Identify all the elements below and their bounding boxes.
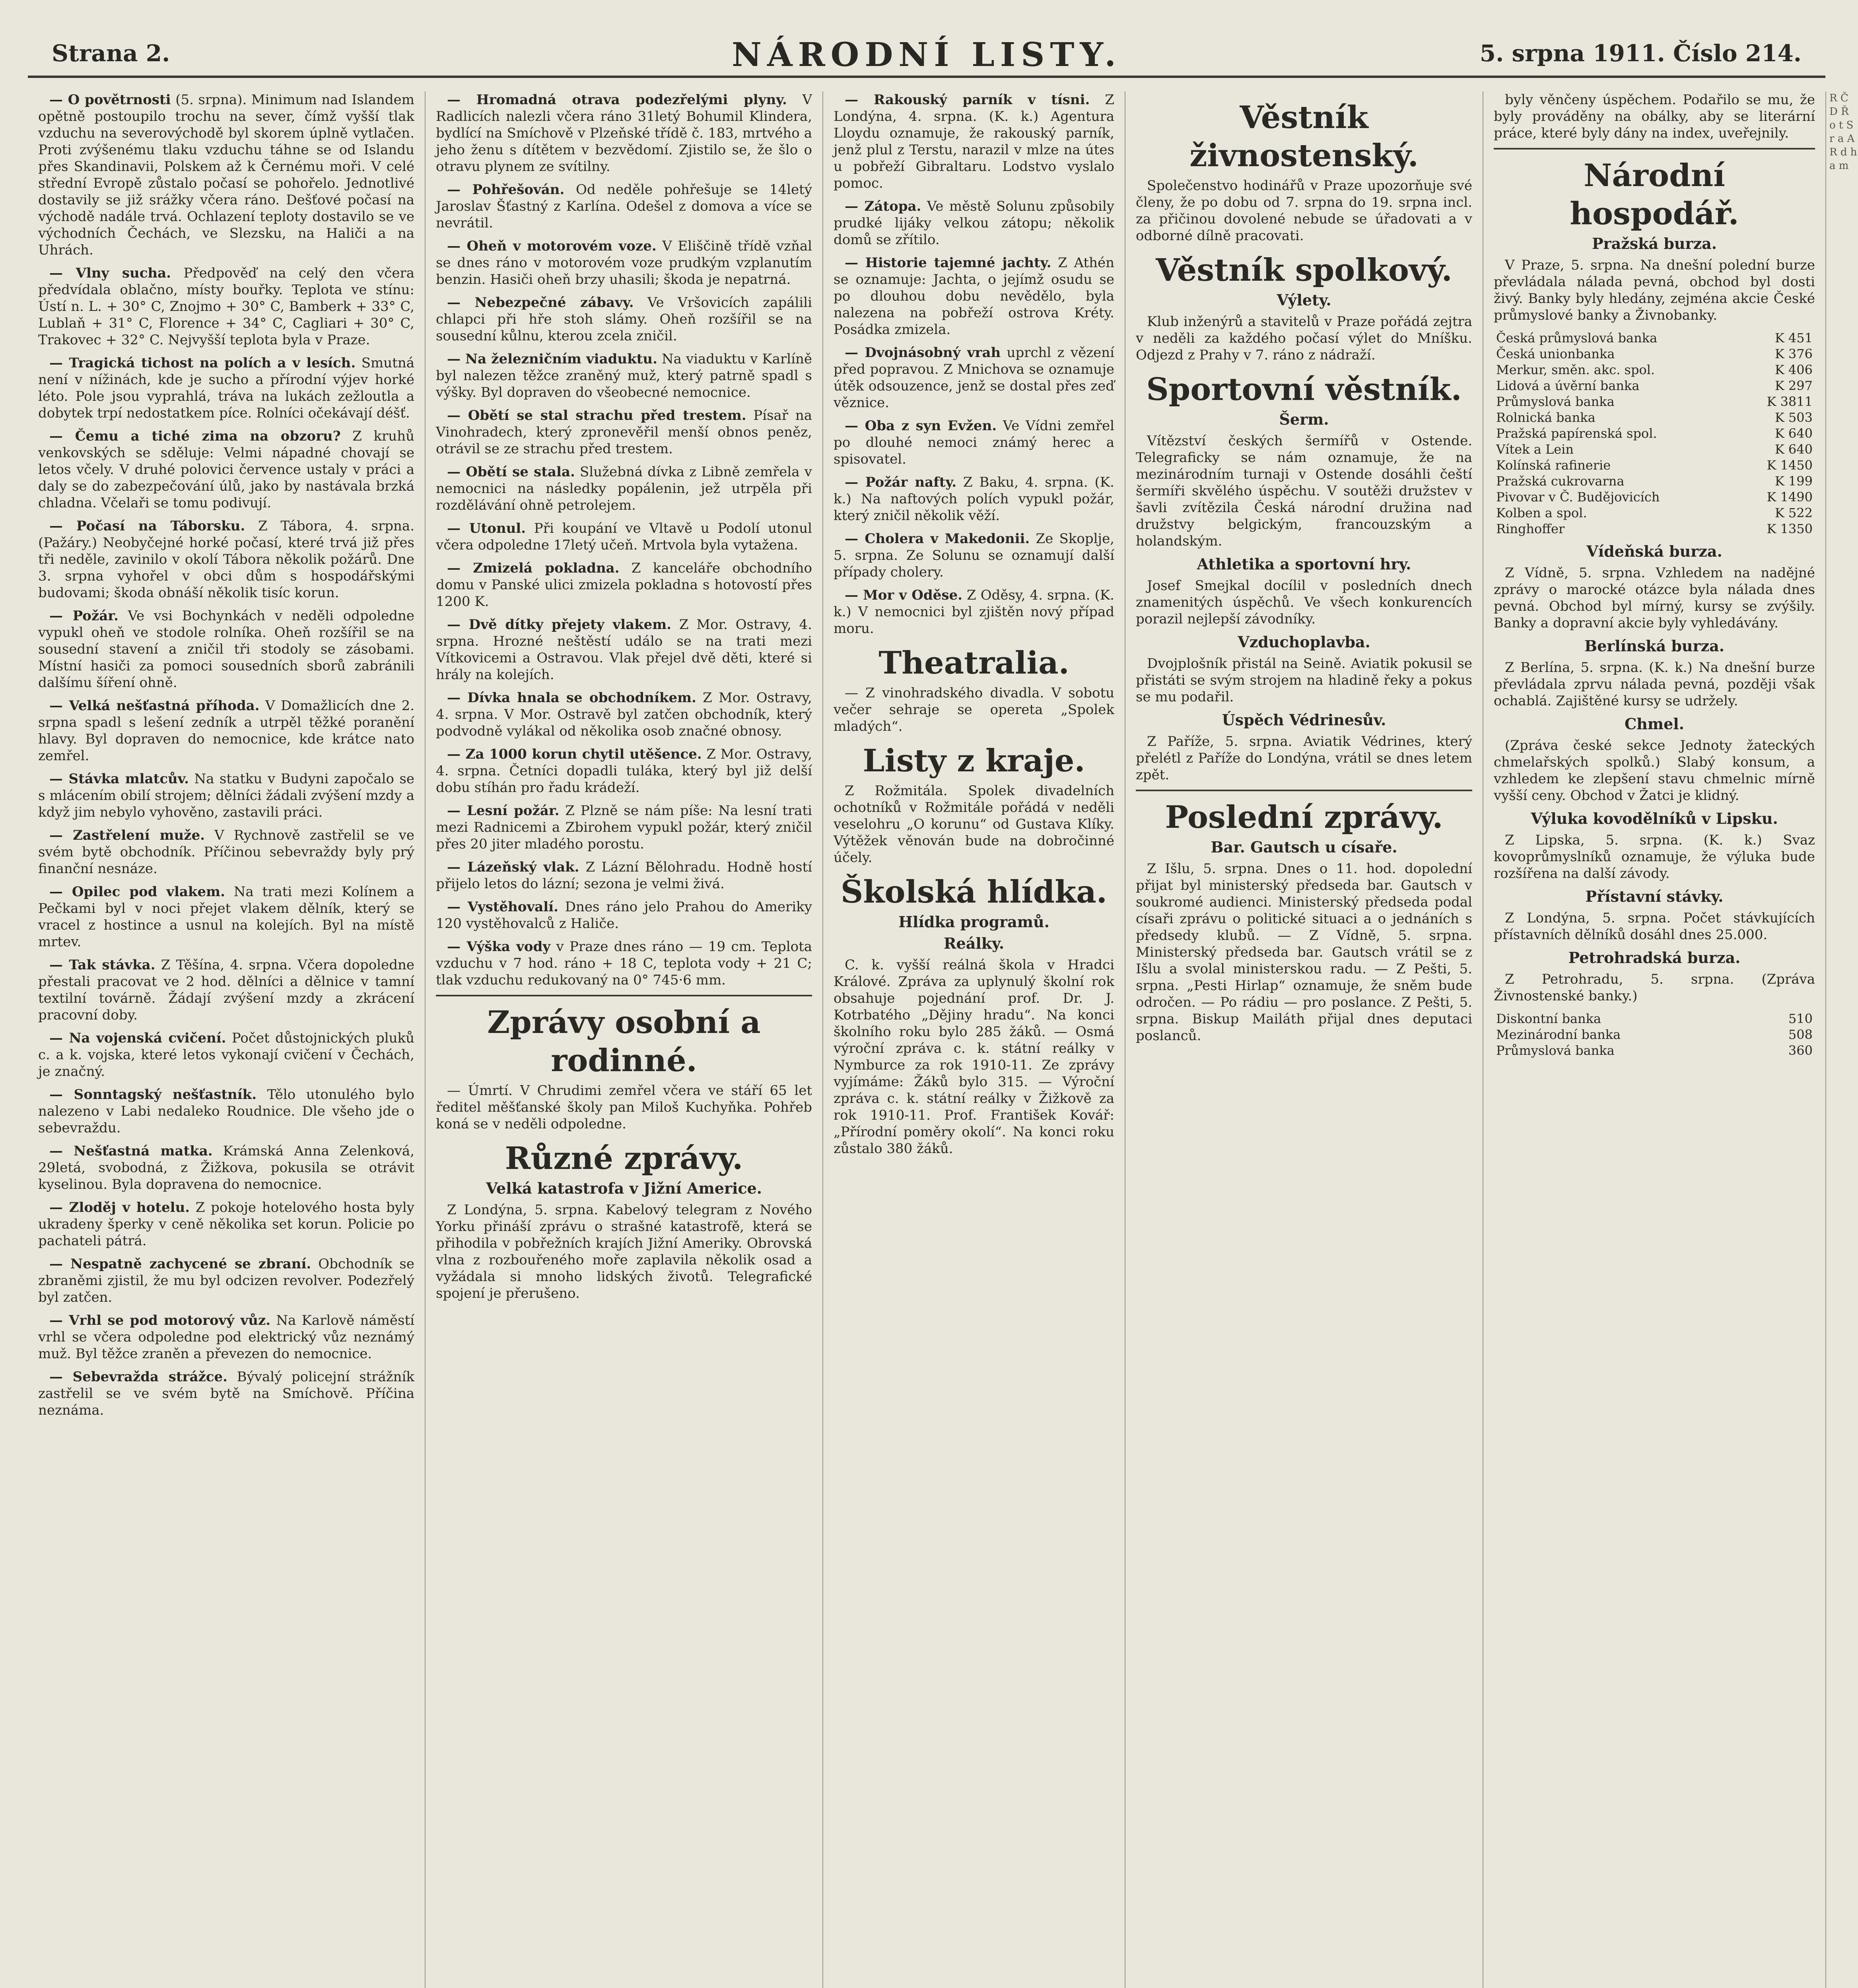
news-item bbox=[436, 238, 812, 288]
news-item bbox=[834, 254, 1114, 338]
news-item bbox=[834, 417, 1114, 468]
table-cell-name: Pivovar v Č. Budějovicích bbox=[1496, 489, 1660, 505]
table-cell-value: K 640 bbox=[1774, 442, 1813, 457]
news-item bbox=[38, 697, 414, 764]
table-cell-value: K 451 bbox=[1774, 330, 1813, 346]
article-text: C. k. vyšší reálná škola v Hradci Králové. Zpráva za uplynulý školní rok obsahuje pojednání prof. Dr. J. Kotrbatého „Dějiny hradu“. Na konci školního roku bylo 285 žáků. — Osmá výroční zpráva c. k. státní reálky v Nymburce za rok 1910-11. Ze zprávy vyjímáme: Žáků bylo 315. — Výroční zpráva c. k. státní reálky v Žižkově za rok 1910-11. Prof. František Kovář: „Přírodní poměry okolí“. Na konci roku zůstalo 380 žáků. bbox=[834, 957, 1114, 1157]
news-item-head: — Zmizelá pokladna. bbox=[447, 560, 620, 576]
article-text: Z Londýna, 5. srpna. Kabelový telegram z Nového Yorku přináší zprávu o strašné katastrofě, která se přihodila v pobřežních krajích Jižní Ameriky. Obrovská vlna z rozbouřeného moře zaplavila několik osad a vyžádala si mnoho lidských životů. Telegrafické spojení je přerušeno. bbox=[436, 1202, 812, 1301]
article-text: Dvojplošník přistál na Seině. Aviatik pokusil se přistáti se svým strojem na hladině řeky a pokus se mu podařil. bbox=[1136, 656, 1472, 705]
news-item-text: Předpověď na celý den včera předvídala oblačno, místy bouřky. Teplota ve stínu: Ústí n. L. + 30° C, Znojmo + 30° C, Bamberk + 33° C, Lublaň + 31° C, Florence + 34° C, Cagliari + 30° C, Trakovec + 32° C. Nejvyšší teplota byla v Praze. bbox=[38, 265, 414, 348]
section-rule bbox=[1494, 148, 1815, 149]
article-subhead: Pražská burza. bbox=[1592, 235, 1717, 252]
news-item-text: Písař na Vinohradech, který zpronevěřil menší obnos peněz, otrávil se ze strachu před trestem. bbox=[436, 408, 812, 457]
news-item bbox=[436, 520, 812, 553]
petrograd-table bbox=[1494, 1011, 1815, 1058]
news-item-head: — Utonul. bbox=[447, 520, 526, 536]
page-number: Strana 2. bbox=[52, 40, 170, 67]
section-title-sport: Sportovní věstník. bbox=[1146, 371, 1462, 408]
table-cell-name: Diskontní banka bbox=[1496, 1011, 1601, 1026]
news-item-text: Z Těšína, 4. srpna. Včera dopoledne přestali pracovat ve 2 hod. dělníci a dělnice v tamní textilní továrně. Žádají zvýšení mzdy a zkrácení pracovní doby. bbox=[38, 957, 414, 1023]
news-item-head: — Zátopa. bbox=[845, 198, 921, 214]
news-item-text: Na trati mezi Kolínem a Pečkami byl v noci přejet vlakem dělník, který se vracel z hostince a usnul na kolejích. Byl na místě mrtev. bbox=[38, 884, 414, 950]
article-text: V Praze, 5. srpna. Na dnešní polední burze převládala nálada pevná, obchod byl dosti živý. Banky byly hledány, zejména akcie České průmyslové banky a Živnobanky. bbox=[1494, 257, 1815, 323]
table-cell-value: K 1490 bbox=[1767, 489, 1813, 505]
table-cell-name: Průmyslová banka bbox=[1496, 1043, 1615, 1058]
news-item-head: — Vrhl se pod motorový vůz. bbox=[49, 1312, 271, 1328]
article-text: Z Rožmitála. Spolek divadelních ochotníků v Rožmitále pořádá v neděli veselohru „O korunu“ od Gustava Klíky. Výtěžek věnován bude na dobročinné účely. bbox=[834, 783, 1114, 866]
table-cell-name: Průmyslová banka bbox=[1496, 394, 1615, 409]
news-item bbox=[834, 587, 1114, 637]
stock-table bbox=[1494, 330, 1815, 537]
article-subhead: Velká katastrofa v Jižní Americe. bbox=[486, 1179, 762, 1197]
news-item-head: — Velká nešťastná příhoda. bbox=[49, 698, 260, 714]
table-cell-value: 360 bbox=[1788, 1043, 1813, 1058]
news-item bbox=[38, 827, 414, 877]
news-item-head: — Sonntagský nešťastník. bbox=[49, 1087, 257, 1103]
news-item-text: Na statku v Budyni započalo se s mlácením obilí strojem; dělníci žádali zvýšení mzdy a když jim nebylo vyhověno, zastavili práci. bbox=[38, 771, 415, 820]
table-cell-name: Lidová a úvěrní banka bbox=[1496, 378, 1640, 393]
news-item-head: — Nešťastná matka. bbox=[49, 1143, 213, 1159]
article-text: Z Išlu, 5. srpna. Dnes o 11. hod. dopolední přijat byl ministerský předseda bar. Gautsch v soukromé audienci. Ministerský předseda podal císaři zprávu o politické situaci a o jednáních s předsedy klubů. — Z Vídně, 5. srpna. Ministerský předseda bar. Gautsch vrátil se z Išlu a svolal ministerskou radu. — Z Pešti, 5. srpna. „Pesti Hirlap“ oznamuje, že sněm bude odročen. — Po rádiu — pro poslance. Z Pešti, 5. srpna. Biskup Mailáth přijal dnes deputaci poslanců. bbox=[1136, 861, 1472, 1044]
section-title-ruzne: Různé zprávy. bbox=[505, 1140, 743, 1176]
article-subhead: Petrohradská burza. bbox=[1568, 949, 1741, 967]
news-item-head: — Pohřešován. bbox=[447, 182, 565, 198]
news-item bbox=[834, 530, 1114, 580]
article-subhead: Berlínská burza. bbox=[1584, 637, 1725, 655]
table-row bbox=[1494, 425, 1815, 441]
news-item-head: — Dvojnásobný vrah bbox=[845, 345, 1001, 361]
article-subhead: Chmel. bbox=[1625, 715, 1684, 733]
article-text: — Úmrtí. V Chrudimi zemřel včera ve stáří 65 let ředitel měšťanské školy pan Miloš Kuchyňka. Pohřeb koná se v neděli odpoledne. bbox=[436, 1083, 812, 1132]
article-subhead: Vídeňská burza. bbox=[1586, 542, 1722, 560]
news-item-head: — O povětrnosti bbox=[49, 92, 171, 108]
column-2 bbox=[426, 91, 823, 1988]
news-item-text: Z Londýna, 4. srpna. (K. k.) Agentura Lloydu oznamuje, že rakouský parník, jenž plul z Terstu, narazil v mlze na útes u pobřeží Gibraltaru. Lodstvo vyslalo pomoc. bbox=[834, 92, 1114, 191]
news-item-text: Ve Vršovicích zapálili chlapci při hře stoh slámy. Oheň rozšířil se na sousední kůlnu, kterou zcela zničil. bbox=[436, 295, 812, 344]
news-item bbox=[834, 198, 1114, 248]
news-item-text: Dnes ráno jelo Prahou do Ameriky 120 vystěhovalců z Haliče. bbox=[436, 899, 812, 932]
news-item-head: — Historie tajemné jachty. bbox=[845, 255, 1051, 271]
news-item bbox=[436, 91, 812, 175]
news-item bbox=[436, 464, 812, 514]
news-item-head: — Dívka hnala se obchodníkem. bbox=[447, 690, 696, 706]
table-row bbox=[1494, 1043, 1815, 1058]
newspaper-title: NÁRODNÍ LISTY. bbox=[732, 36, 1121, 74]
column-4 bbox=[1125, 91, 1483, 1988]
news-item-text: Z Mor. Ostravy, 4. srpna. Hrozné neštěstí událo se na trati mezi Vítkovicemi a Ostravou. Vlak přejel dvě děti, které si hrály na kolejích. bbox=[436, 617, 812, 683]
news-item-head: — Požár. bbox=[49, 608, 119, 624]
column-5 bbox=[1483, 91, 1825, 1988]
article-text: Klub inženýrů a stavitelů v Praze pořádá zejtra v neděli za každého počasí výlet do Mníšku. Odjezd z Prahy v 7. ráno z nádraží. bbox=[1136, 314, 1472, 363]
table-cell-name: Merkur, směn. akc. spol. bbox=[1496, 362, 1655, 377]
table-cell-value: K 503 bbox=[1774, 410, 1813, 425]
article-text: Z Berlína, 5. srpna. (K. k.) Na dnešní burze převládala zprvu nálada pevná, později však ochablá. Zajištěné kursy se udržely. bbox=[1494, 660, 1815, 709]
news-item-text: Krámská Anna Zelenková, 29letá, svobodná, z Žižkova, pokusila se otrávit kyselinou. Byla dopravena do nemocnice. bbox=[38, 1143, 414, 1192]
news-item-text: Ze Skoplje, 5. srpna. Ze Solunu se oznamují další případy cholery. bbox=[834, 531, 1114, 580]
news-item-text: Z Tábora, 4. srpna. (Pažáry.) Neobyčejné horké počasí, které trvá již přes tři neděle, zavinilo v okolí Tábora několik požárů. Dne 3. srpna vyhořel v obci dům s hospodářskými budovami; škoda obnáší několik tisíc korun. bbox=[38, 518, 414, 601]
news-item-text: Při koupání ve Vltavě u Podolí utonul včera odpoledne 17letý učeň. Mrtvola byla vytažena. bbox=[436, 520, 812, 553]
news-item-text: Na viaduktu v Karlíně byl nalezen těžce zraněný muž, který patrně spadl s výšky. Byl dopraven do všeobecné nemocnice. bbox=[436, 351, 812, 400]
news-item-head: — Zloděj v hotelu. bbox=[49, 1200, 190, 1215]
table-row bbox=[1494, 489, 1815, 505]
news-item-text: v Praze dnes ráno — 19 cm. Teplota vzduchu v 7 hod. ráno + 18 C, teplota vody + 21 C; tlak vzduchu redukovaný na 0° 745·6 mm. bbox=[436, 939, 812, 988]
news-item-text: uprchl z vězení před popravou. Z Mnichova se oznamuje útěk odsouzence, jenž se dostal přes zeď věznice. bbox=[834, 345, 1114, 411]
article-text: Z Londýna, 5. srpna. Počet stávkujících přístavních dělníků dosáhl dnes 25.000. bbox=[1494, 910, 1815, 943]
news-item bbox=[436, 407, 812, 457]
news-item-head: — Sebevražda strážce. bbox=[49, 1369, 227, 1385]
masthead bbox=[28, 24, 1825, 78]
article-subhead: Úspěch Védrinesův. bbox=[1222, 711, 1386, 729]
news-item bbox=[38, 265, 414, 348]
article-text: (Zpráva české sekce Jednoty žateckých chmelařských spolků.) Slabý konsum, a vzhledem ke zlepšení stavu chmelnic mírně vyšší ceny. Obchod v Žatci je klidný. bbox=[1494, 738, 1815, 804]
table-cell-value: K 376 bbox=[1774, 346, 1813, 361]
article-subhead: Athletika a sportovní hry. bbox=[1197, 555, 1411, 573]
table-row bbox=[1494, 473, 1815, 489]
news-item bbox=[834, 474, 1114, 524]
news-item bbox=[436, 351, 812, 401]
table-row bbox=[1494, 378, 1815, 394]
news-item-head: — Obětí se stala. bbox=[447, 464, 575, 480]
table-cell-value: K 522 bbox=[1774, 505, 1813, 520]
section-title-kraje: Listy z kraje. bbox=[863, 743, 1085, 779]
section-title-osobni: Zprávy osobní a rodinné. bbox=[487, 1004, 761, 1079]
news-item-head: — Oheň v motorovém voze. bbox=[447, 238, 657, 254]
news-item-text: Z Athén se oznamuje: Jachta, o jejímž osudu se po dlouhou dobu nevědělo, byla nalezena na pobřeží ostrova Kréty. Posádka zmizela. bbox=[834, 255, 1114, 338]
news-item-text: Ve vsi Bochynkách v neděli odpoledne vypukl oheň ve stodole rolníka. Oheň rozšířil se na sousední stavení a zničil tři stodoly se zásobami. Místní hasiči za pomoci sousedních sborů zabránili dalšímu šíření ohně. bbox=[38, 608, 414, 691]
table-cell-value: K 406 bbox=[1774, 362, 1813, 377]
news-item-text: Počet důstojnických pluků c. a k. vojska, které letos vykonají cvičení v Čechách, je značný. bbox=[38, 1030, 414, 1079]
news-item-text: Tělo utonulého bylo nalezeno v Labi nedaleko Roudnice. Dle všeho jde o sebevraždu. bbox=[38, 1087, 414, 1136]
table-cell-value: K 297 bbox=[1774, 378, 1813, 393]
table-row bbox=[1494, 330, 1815, 346]
table-cell-name: Mezinárodní banka bbox=[1496, 1027, 1621, 1042]
column-1 bbox=[28, 91, 426, 1988]
table-cell-name: Vítek a Lein bbox=[1496, 442, 1574, 457]
table-row bbox=[1494, 457, 1815, 473]
section-title-skolska: Školská hlídka. bbox=[841, 874, 1107, 910]
column-3 bbox=[823, 91, 1125, 1988]
table-cell-name: Kolínská rafinerie bbox=[1496, 458, 1611, 473]
news-item-head: — Nespatně zachycené se zbraní. bbox=[49, 1256, 311, 1272]
news-item bbox=[38, 1086, 414, 1136]
news-item-text: V Rychnově zastřelil se ve svém bytě obchodník. Příčinou sebevraždy byly prý finanční nesnáze. bbox=[38, 827, 414, 877]
news-item bbox=[38, 1369, 414, 1419]
section-rule bbox=[436, 995, 812, 996]
article-subhead: Výluka kovodělníků v Lipsku. bbox=[1531, 810, 1778, 827]
news-item-head: — Oba z syn Evžen. bbox=[845, 418, 997, 434]
news-item-text: V Eliščině třídě vzňal se dnes ráno v motorovém voze prudkým vzplanutím benzin. Hasiči oheň brzy uhasili; škoda je nepatrná. bbox=[436, 238, 812, 287]
news-item bbox=[38, 771, 414, 821]
news-item-text: Smutná není v nížinách, kde je sucho a přírodní výjev horké léto. Pole jsou vyprahlá, tráva na lukách zežloutla a dobytek trpí nedostatkem píce. Rolníci očekávají déšť. bbox=[38, 355, 414, 421]
news-item-head: — Vystěhovalí. bbox=[447, 899, 558, 915]
article-subhead: Hlídka programů. bbox=[898, 913, 1049, 931]
news-item-head: — Výška vody bbox=[447, 939, 551, 955]
article-subhead: Bar. Gautsch u císaře. bbox=[1211, 838, 1397, 856]
table-row bbox=[1494, 362, 1815, 378]
news-item-head: — Mor v Oděse. bbox=[845, 587, 962, 603]
news-item-head: — Požár nafty. bbox=[845, 474, 957, 490]
news-item-text: Z kanceláře obchodního domu v Panské ulici zmizela pokladna s hotovostí přes 1200 K. bbox=[436, 560, 812, 610]
section-title-zivnost: Věstník živnostenský. bbox=[1189, 99, 1419, 174]
news-item-text: V Radlicích nalezli včera ráno 31letý Bohumil Klindera, bydlící na Smíchově v Plzeňské třídě č. 183, mrtvého a jeho ženu s dítětem v bezvědomí. Zjistilo se, že šlo o otravu plynem ze svítilny. bbox=[436, 92, 812, 175]
table-cell-value: K 3811 bbox=[1767, 394, 1813, 409]
news-item bbox=[436, 859, 812, 892]
news-item bbox=[38, 957, 414, 1023]
article-text: byly věnčeny úspěchem. Podařilo se mu, že byly prováděny na obálky, aby se literární práce, které byly dány na index, uveřejnily. bbox=[1494, 92, 1815, 141]
article-subhead: Šerm. bbox=[1279, 410, 1329, 428]
news-item-text: Z Mor. Ostravy, 4. srpna. Četníci dopadli tuláka, který byl již delší dobu stíhán pro řadu krádeží. bbox=[436, 746, 812, 796]
news-item-text: Z Mor. Ostravy, 4. srpna. V Mor. Ostravě byl zatčen obchodník, který podvodně vylákal od několika osob značné obnosy. bbox=[436, 690, 812, 739]
news-item-head: — Vlny sucha. bbox=[49, 265, 171, 281]
news-item bbox=[436, 938, 812, 988]
table-cell-value: 510 bbox=[1788, 1011, 1813, 1026]
news-item-head: — Stávka mlatcův. bbox=[49, 771, 189, 787]
news-item bbox=[38, 1030, 414, 1080]
news-item-text: Od neděle pohřešuje se 14letý Jaroslav Šťastný z Karlína. Odešel z domova a více se nevrátil. bbox=[436, 182, 812, 231]
table-cell-value: K 640 bbox=[1774, 426, 1813, 441]
news-item-head: — Nebezpečné zábavy. bbox=[447, 295, 634, 311]
article-subhead: Výlety. bbox=[1277, 291, 1331, 309]
table-cell-value: K 1350 bbox=[1767, 521, 1813, 536]
table-cell-name: Rolnická banka bbox=[1496, 410, 1596, 425]
news-item-head: — Tak stávka. bbox=[49, 957, 155, 973]
news-item bbox=[436, 689, 812, 740]
table-row bbox=[1494, 505, 1815, 521]
news-item-head: — Za 1000 korun chytil utěšence. bbox=[447, 746, 702, 762]
table-cell-name: Ringhoffer bbox=[1496, 521, 1565, 536]
news-item-text: Z kruhů venkovských se sděluje: Velmi nápadné chovají se letos včely. V druhé polovici července ustaly v práci a daly se do zabezpečování úlů, jako by nastávala brzká chladna. Včelaři se tomu podivují. bbox=[38, 428, 414, 511]
news-item bbox=[436, 746, 812, 796]
news-item-text: Z Baku, 4. srpna. (K. k.) Na naftových polích vypukl požár, který zničil několik věží. bbox=[834, 474, 1114, 524]
table-cell-value: K 199 bbox=[1774, 474, 1813, 489]
article-subhead: Reálky. bbox=[943, 934, 1005, 952]
news-item bbox=[436, 802, 812, 852]
news-item-head: — Zastřelení muže. bbox=[49, 827, 205, 843]
news-item-head: — Hromadná otrava podezřelými plyny. bbox=[447, 92, 787, 108]
section-title-theatralia: Theatralia. bbox=[878, 645, 1069, 681]
article-subhead: Vzduchoplavba. bbox=[1238, 633, 1370, 651]
adjacent-page-edge: R Č D Ř o t S r a A R d h a m bbox=[1825, 91, 1858, 1988]
article-text: — Z vinohradského divadla. V sobotu večer sehraje se opereta „Spolek mladých“. bbox=[834, 685, 1114, 734]
table-row bbox=[1494, 410, 1815, 425]
news-item-text: Bývalý policejní strážník zastřelil se ve svém bytě na Smíchově. Příčina neznáma. bbox=[38, 1369, 414, 1418]
article-text: Z Lipska, 5. srpna. (K. k.) Svaz kovoprůmyslníků oznamuje, že výluka bude rozšířena na další závody. bbox=[1494, 832, 1815, 881]
table-cell-name: Pražská papírenská spol. bbox=[1496, 426, 1657, 441]
news-item bbox=[38, 355, 414, 421]
news-item bbox=[38, 1199, 414, 1249]
table-row bbox=[1494, 394, 1815, 410]
news-item-head: — Počasí na Táborsku. bbox=[49, 518, 245, 534]
news-item-text: Ve městě Solunu způsobily prudké lijáky velkou zátopu; několik domů se zřítilo. bbox=[834, 198, 1114, 248]
news-item-head: — Lázeňský vlak. bbox=[447, 859, 579, 875]
table-row bbox=[1494, 441, 1815, 457]
article-subhead: Přístavní stávky. bbox=[1585, 887, 1724, 905]
news-item bbox=[436, 294, 812, 344]
issue-date: 5. srpna 1911. Číslo 214. bbox=[1479, 40, 1802, 67]
table-row bbox=[1494, 521, 1815, 537]
table-cell-name: Pražská cukrovarna bbox=[1496, 474, 1625, 489]
news-item-text: (5. srpna). Minimum nad Islandem opětně postoupilo trochu na sever, čímž vyšší tlak vzduchu na severovýchodě byl skorem úplně vytlačen. Proti zvýšenému tlaku vzduchu táhne se od Islandu přes Skandinavii, Polskem až k Černému moři. V celé střední Evropě zůstalo počasí se pohořelo. Jednotlivé dostavily se již srážky včera ráno. Dešťové počasí na východě nadále trvá. Ochlazení teploty dostavilo se ve východních Čechách, ve Slezsku, na Haliči a na Uhrách. bbox=[38, 92, 414, 258]
news-item-head: — Dvě dítky přejety vlakem. bbox=[447, 617, 672, 633]
news-item-head: — Cholera v Makedonii. bbox=[845, 531, 1030, 547]
article-text: Z Vídně, 5. srpna. Vzhledem na nadějné zprávy o marocké otázce byla nálada dnes pevná. Obchod byl mírný, kursy se zvýšily. Banky a dopravní akcie byly vyhledávány. bbox=[1494, 565, 1815, 631]
news-item-text: Služebná dívka z Libně zemřela v nemocnici na následky popálenin, jež utrpěla při rozdělávání ohně petrolejem. bbox=[436, 464, 812, 513]
news-item bbox=[38, 883, 414, 950]
news-item bbox=[38, 428, 414, 511]
news-item bbox=[436, 899, 812, 932]
article-text: Josef Smejkal docílil v posledních dnech znamenitých úspěchů. Ve všech konkurencích porazil nejlepší závodníky. bbox=[1136, 578, 1472, 627]
article-text: Z Paříže, 5. srpna. Aviatik Védrines, který přelétl z Paříže do Londýna, vrátil se dnes letem zpět. bbox=[1136, 734, 1472, 783]
news-item bbox=[38, 91, 414, 258]
news-item-text: Z Plzně se nám píše: Na lesní trati mezi Radnicemi a Zbirohem vypukl požár, který zničil přes 20 jiter mladého porostu. bbox=[436, 803, 812, 852]
news-item-head: — Na železničním viaduktu. bbox=[447, 351, 657, 367]
article-text: Vítězství českých šermířů v Ostende. Telegraficky se nám oznamuje, že na mezinárodním turnaji v Ostende dosáhli čeští šermíři skvělého úspěchu. V soutěži družstev v šavli zvítězila Česká národní družina nad družstvy belgickým, francouzským a holandským. bbox=[1136, 433, 1472, 549]
table-row bbox=[1494, 1027, 1815, 1043]
news-item-head: — Opilec pod vlakem. bbox=[49, 884, 225, 900]
article-text: Společenstvo hodinářů v Praze upozorňuje své členy, že po dobu od 7. srpna do 19. srpna incl. za přičinou dovolené nebude se úřadovati a v odborné dílně pracovati. bbox=[1136, 178, 1472, 244]
section-rule bbox=[1136, 790, 1472, 791]
news-item-text: Z Lázní Bělohradu. Hodně hostí přijelo letos do lázní; sezona je velmi živá. bbox=[436, 859, 812, 892]
news-item bbox=[38, 1312, 414, 1362]
news-item bbox=[436, 616, 812, 683]
news-item bbox=[38, 518, 414, 601]
table-cell-name: Kolben a spol. bbox=[1496, 505, 1587, 520]
section-title-posledni: Poslední zprávy. bbox=[1165, 799, 1443, 835]
table-row bbox=[1494, 346, 1815, 362]
news-item-head: — Čemu a tiché zima na obzoru? bbox=[49, 428, 341, 444]
news-item-head: — Obětí se stal strachu před trestem. bbox=[447, 408, 746, 423]
news-item-text: Z pokoje hotelového hosta byly ukradeny šperky v ceně několika set korun. Policie po pachateli pátrá. bbox=[38, 1200, 414, 1249]
news-item bbox=[834, 91, 1114, 192]
table-cell-name: Česká průmyslová banka bbox=[1496, 330, 1658, 346]
news-item bbox=[436, 560, 812, 610]
news-item-head: — Lesní požár. bbox=[447, 803, 560, 819]
news-item-head: — Na vojenská cvičení. bbox=[49, 1030, 226, 1046]
news-item bbox=[436, 181, 812, 231]
news-item-text: Ve Vídni zemřel po dlouhé nemoci známý herec a spisovatel. bbox=[834, 418, 1114, 467]
news-item-text: Na Karlově náměstí vrhl se včera odpoledne pod elektrický vůz neznámý muž. Byl těžce zraněn a převezen do nemocnice. bbox=[38, 1312, 414, 1362]
table-row bbox=[1494, 1011, 1815, 1027]
news-item bbox=[38, 608, 414, 691]
news-item bbox=[834, 344, 1114, 411]
news-item bbox=[38, 1256, 414, 1306]
table-cell-name: Česká unionbanka bbox=[1496, 346, 1615, 361]
table-cell-value: K 1450 bbox=[1767, 458, 1813, 473]
news-item bbox=[38, 1143, 414, 1193]
table-cell-value: 508 bbox=[1788, 1027, 1813, 1042]
section-title-spolky: Věstník spolkový. bbox=[1156, 252, 1452, 288]
news-item-head: — Rakouský parník v tísni. bbox=[845, 92, 1090, 108]
news-item-text: Z Oděsy, 4. srpna. (K. k.) V nemocnici byl zjištěn nový případ moru. bbox=[834, 587, 1114, 637]
news-item-text: V Domažlicích dne 2. srpna spadl s lešení zedník a utrpěl těžké poranění hlavy. Byl dopraven do nemocnice, kde krátce nato zemřel. bbox=[38, 698, 415, 764]
news-item-head: — Tragická tichost na polích a v lesích. bbox=[49, 355, 356, 371]
section-title-hospodar: Národní hospodář. bbox=[1570, 157, 1739, 232]
news-item-text: Obchodník se zbraněmi zjistil, že mu byl odcizen revolver. Podezřelý byl zatčen. bbox=[38, 1256, 415, 1305]
article-text: Z Petrohradu, 5. srpna. (Zpráva Živnostenské banky.) bbox=[1494, 971, 1815, 1004]
